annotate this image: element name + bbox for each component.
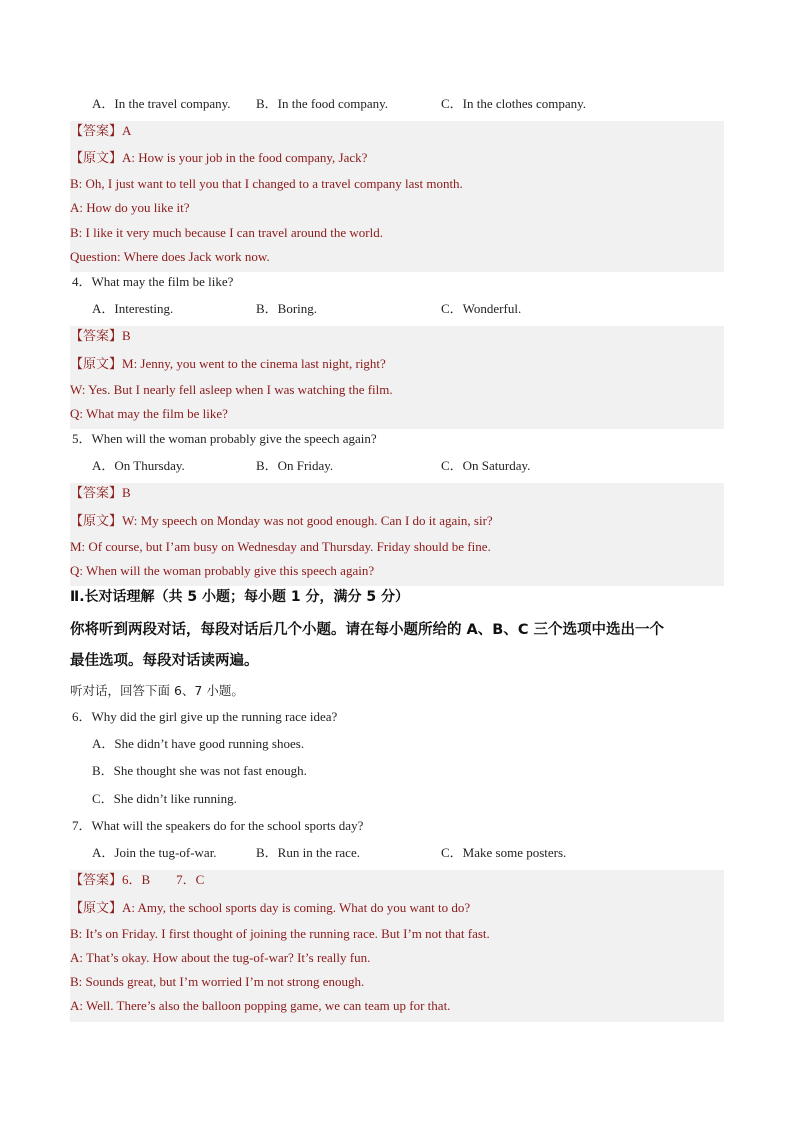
- q6-question: 6．Why did the girl give up the running race idea?: [72, 709, 338, 724]
- script-text: M: Jenny, you went to the cinema last night, right?: [122, 356, 386, 371]
- script-label: 【原文】: [70, 356, 123, 371]
- section-instruction: 最佳选项。每段对话读两遍。: [70, 653, 259, 669]
- q5-script-line: Q: When will the woman probably give this speech again?: [70, 563, 375, 578]
- answer-label: 【答案】: [70, 485, 123, 500]
- q4-script-line: Q: What may the film be like?: [70, 406, 228, 421]
- q4-option-a: A．Interesting.: [92, 301, 174, 316]
- q4-script-line: [70, 356, 724, 372]
- section-instruction: 你将听到两段对话，每段对话后几个小题。请在每小题所给的 A、B、C 三个选项中选出一个: [70, 622, 665, 638]
- q5-script-line: M: Of course, but I’am busy on Wednesday and Thursday. Friday should be fine.: [70, 539, 491, 554]
- q7-script-line: A: That’s okay. How about the tug-of-war? It’s really fun.: [70, 950, 371, 965]
- q3-option-b: B．In the food company.: [256, 96, 389, 111]
- script-label: 【原文】: [70, 900, 123, 915]
- q4-answer: [70, 328, 724, 344]
- q7-option-a: A．Join the tug-of-war.: [92, 845, 217, 860]
- q6-7-answer: [70, 872, 724, 888]
- q6-option-c: C．She didn’t like running.: [92, 791, 237, 806]
- q7-option-c: C．Make some posters.: [441, 845, 567, 860]
- script-text: W: My speech on Monday was not good enough. Can I do it again, sir?: [122, 513, 493, 528]
- q4-question: 4．What may the film be like?: [72, 274, 234, 289]
- q7-option-b: B．Run in the race.: [256, 845, 360, 860]
- script-label: 【原文】: [70, 513, 123, 528]
- section-prompt: 听对话，回答下面 6、7 小题。: [70, 683, 244, 698]
- answer-value: A: [122, 123, 132, 138]
- q4-option-b: B．Boring.: [256, 301, 318, 316]
- answer-value: B: [122, 328, 131, 343]
- q3-option-c: C．In the clothes company.: [441, 96, 587, 111]
- q7-script-line: B: Sounds great, but I’m worried I’m not strong enough.: [70, 974, 365, 989]
- answer-value: 6．B 7．C: [122, 872, 205, 887]
- script-text: A: Amy, the school sports day is coming. What do you want to do?: [122, 900, 471, 915]
- answer-label: 【答案】: [70, 872, 123, 887]
- q3-script-line: B: Oh, I just want to tell you that I changed to a travel company last month.: [70, 176, 463, 191]
- q6-option-a: A．She didn’t have good running shoes.: [92, 736, 305, 751]
- answer-label: 【答案】: [70, 328, 123, 343]
- q3-script-line: B: I like it very much because I can travel around the world.: [70, 225, 383, 240]
- q5-option-a: A．On Thursday.: [92, 458, 185, 473]
- section-title: Ⅱ.长对话理解（共 5 小题；每小题 1 分，满分 5 分）: [70, 589, 410, 605]
- q6-option-b: B．She thought she was not fast enough.: [92, 763, 307, 778]
- q5-option-b: B．On Friday.: [256, 458, 334, 473]
- q4-option-c: C．Wonderful.: [441, 301, 522, 316]
- q7-script-line: [70, 900, 724, 916]
- answer-label: 【答案】: [70, 123, 123, 138]
- q7-script-line: B: It’s on Friday. I first thought of joining the running race. But I’m not that fast.: [70, 926, 490, 941]
- q7-script-line: A: Well. There’s also the balloon popping game, we can team up for that.: [70, 998, 451, 1013]
- script-label: 【原文】: [70, 150, 123, 165]
- q3-script-line: A: How do you like it?: [70, 200, 190, 215]
- q3-script-line: [70, 150, 724, 166]
- script-text: A: How is your job in the food company, Jack?: [122, 150, 368, 165]
- q5-question: 5．When will the woman probably give the speech again?: [72, 431, 377, 446]
- q7-question: 7．What will the speakers do for the school sports day?: [72, 818, 364, 833]
- answer-value: B: [122, 485, 131, 500]
- q5-option-c: C．On Saturday.: [441, 458, 531, 473]
- q4-script-line: W: Yes. But I nearly fell asleep when I was watching the film.: [70, 382, 393, 397]
- q3-option-a: A．In the travel company.: [92, 96, 231, 111]
- q5-answer: [70, 485, 724, 501]
- q3-answer: [70, 123, 724, 139]
- q5-script-line: [70, 513, 724, 529]
- q3-script-line: Question: Where does Jack work now.: [70, 249, 270, 264]
